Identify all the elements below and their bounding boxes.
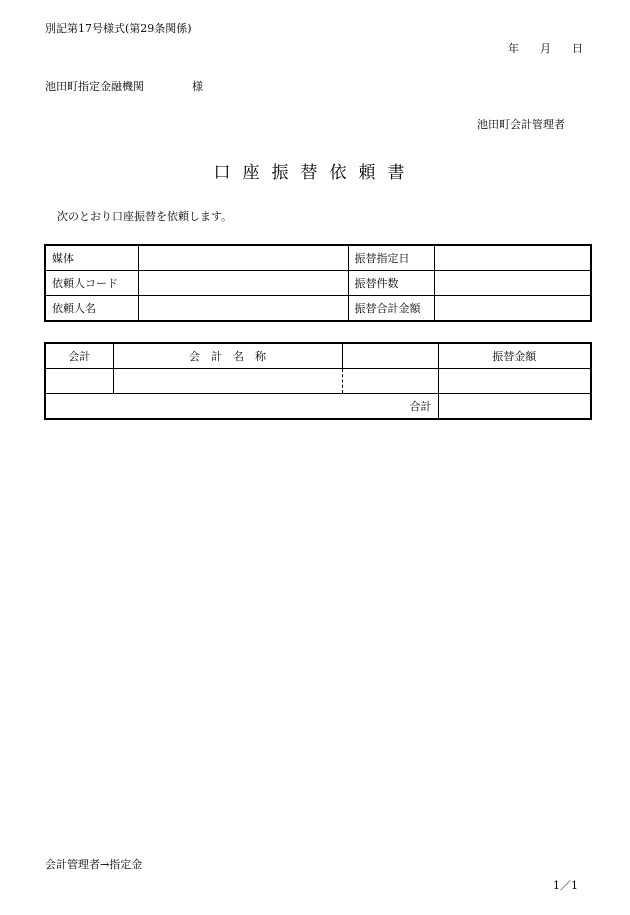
- requester-code-label: 依頼人コード: [45, 271, 138, 296]
- account-extra-cell[interactable]: [342, 369, 438, 394]
- issuer: 池田町会計管理者: [477, 118, 565, 131]
- transfer-count-label: 振替件数: [348, 271, 434, 296]
- account-name-header: 会 計 名 称: [113, 343, 342, 369]
- addressee: [45, 78, 203, 94]
- requester-name-label: 依頼人名: [45, 296, 138, 322]
- account-name-cell[interactable]: [113, 369, 342, 394]
- page-number: 1／1: [553, 879, 578, 892]
- table-header-row: [45, 343, 591, 369]
- transfer-amount-header: 振替金額: [438, 343, 591, 369]
- date-month: 月: [540, 42, 551, 55]
- transfer-count-value[interactable]: [434, 271, 591, 296]
- routing-note: 会計管理者→指定金: [45, 858, 143, 871]
- request-info-table: [44, 244, 592, 322]
- transfer-amount-cell[interactable]: [438, 369, 591, 394]
- transfer-date-value[interactable]: [434, 245, 591, 271]
- form-number-label: 別記第17号様式(第29条関係): [45, 22, 192, 35]
- requester-code-value[interactable]: [138, 271, 348, 296]
- total-label: 合計: [45, 394, 438, 420]
- media-label: 媒体: [45, 245, 138, 271]
- account-transfer-table: [44, 342, 592, 420]
- requester-name-value[interactable]: [138, 296, 348, 322]
- intro-text: 次のとおり口座振替を依頼します。: [57, 210, 233, 223]
- addressee-honorific: 様: [192, 80, 203, 93]
- table-row: [45, 271, 591, 296]
- account-header: 会計: [45, 343, 113, 369]
- table-row: [45, 369, 591, 394]
- date-year: 年: [508, 42, 519, 55]
- document-title: 口座振替依頼書: [213, 163, 417, 183]
- account-extra-header: [342, 343, 438, 369]
- table-total-row: [45, 394, 591, 420]
- table-row: [45, 296, 591, 322]
- media-value[interactable]: [138, 245, 348, 271]
- account-cell[interactable]: [45, 369, 113, 394]
- date-day: 日: [572, 42, 583, 55]
- total-amount-value[interactable]: [434, 296, 591, 322]
- table-row: [45, 245, 591, 271]
- total-value[interactable]: [438, 394, 591, 420]
- addressee-name: 池田町指定金融機関: [45, 80, 144, 93]
- date-line: [508, 40, 583, 56]
- total-amount-label: 振替合計金額: [348, 296, 434, 322]
- transfer-date-label: 振替指定日: [348, 245, 434, 271]
